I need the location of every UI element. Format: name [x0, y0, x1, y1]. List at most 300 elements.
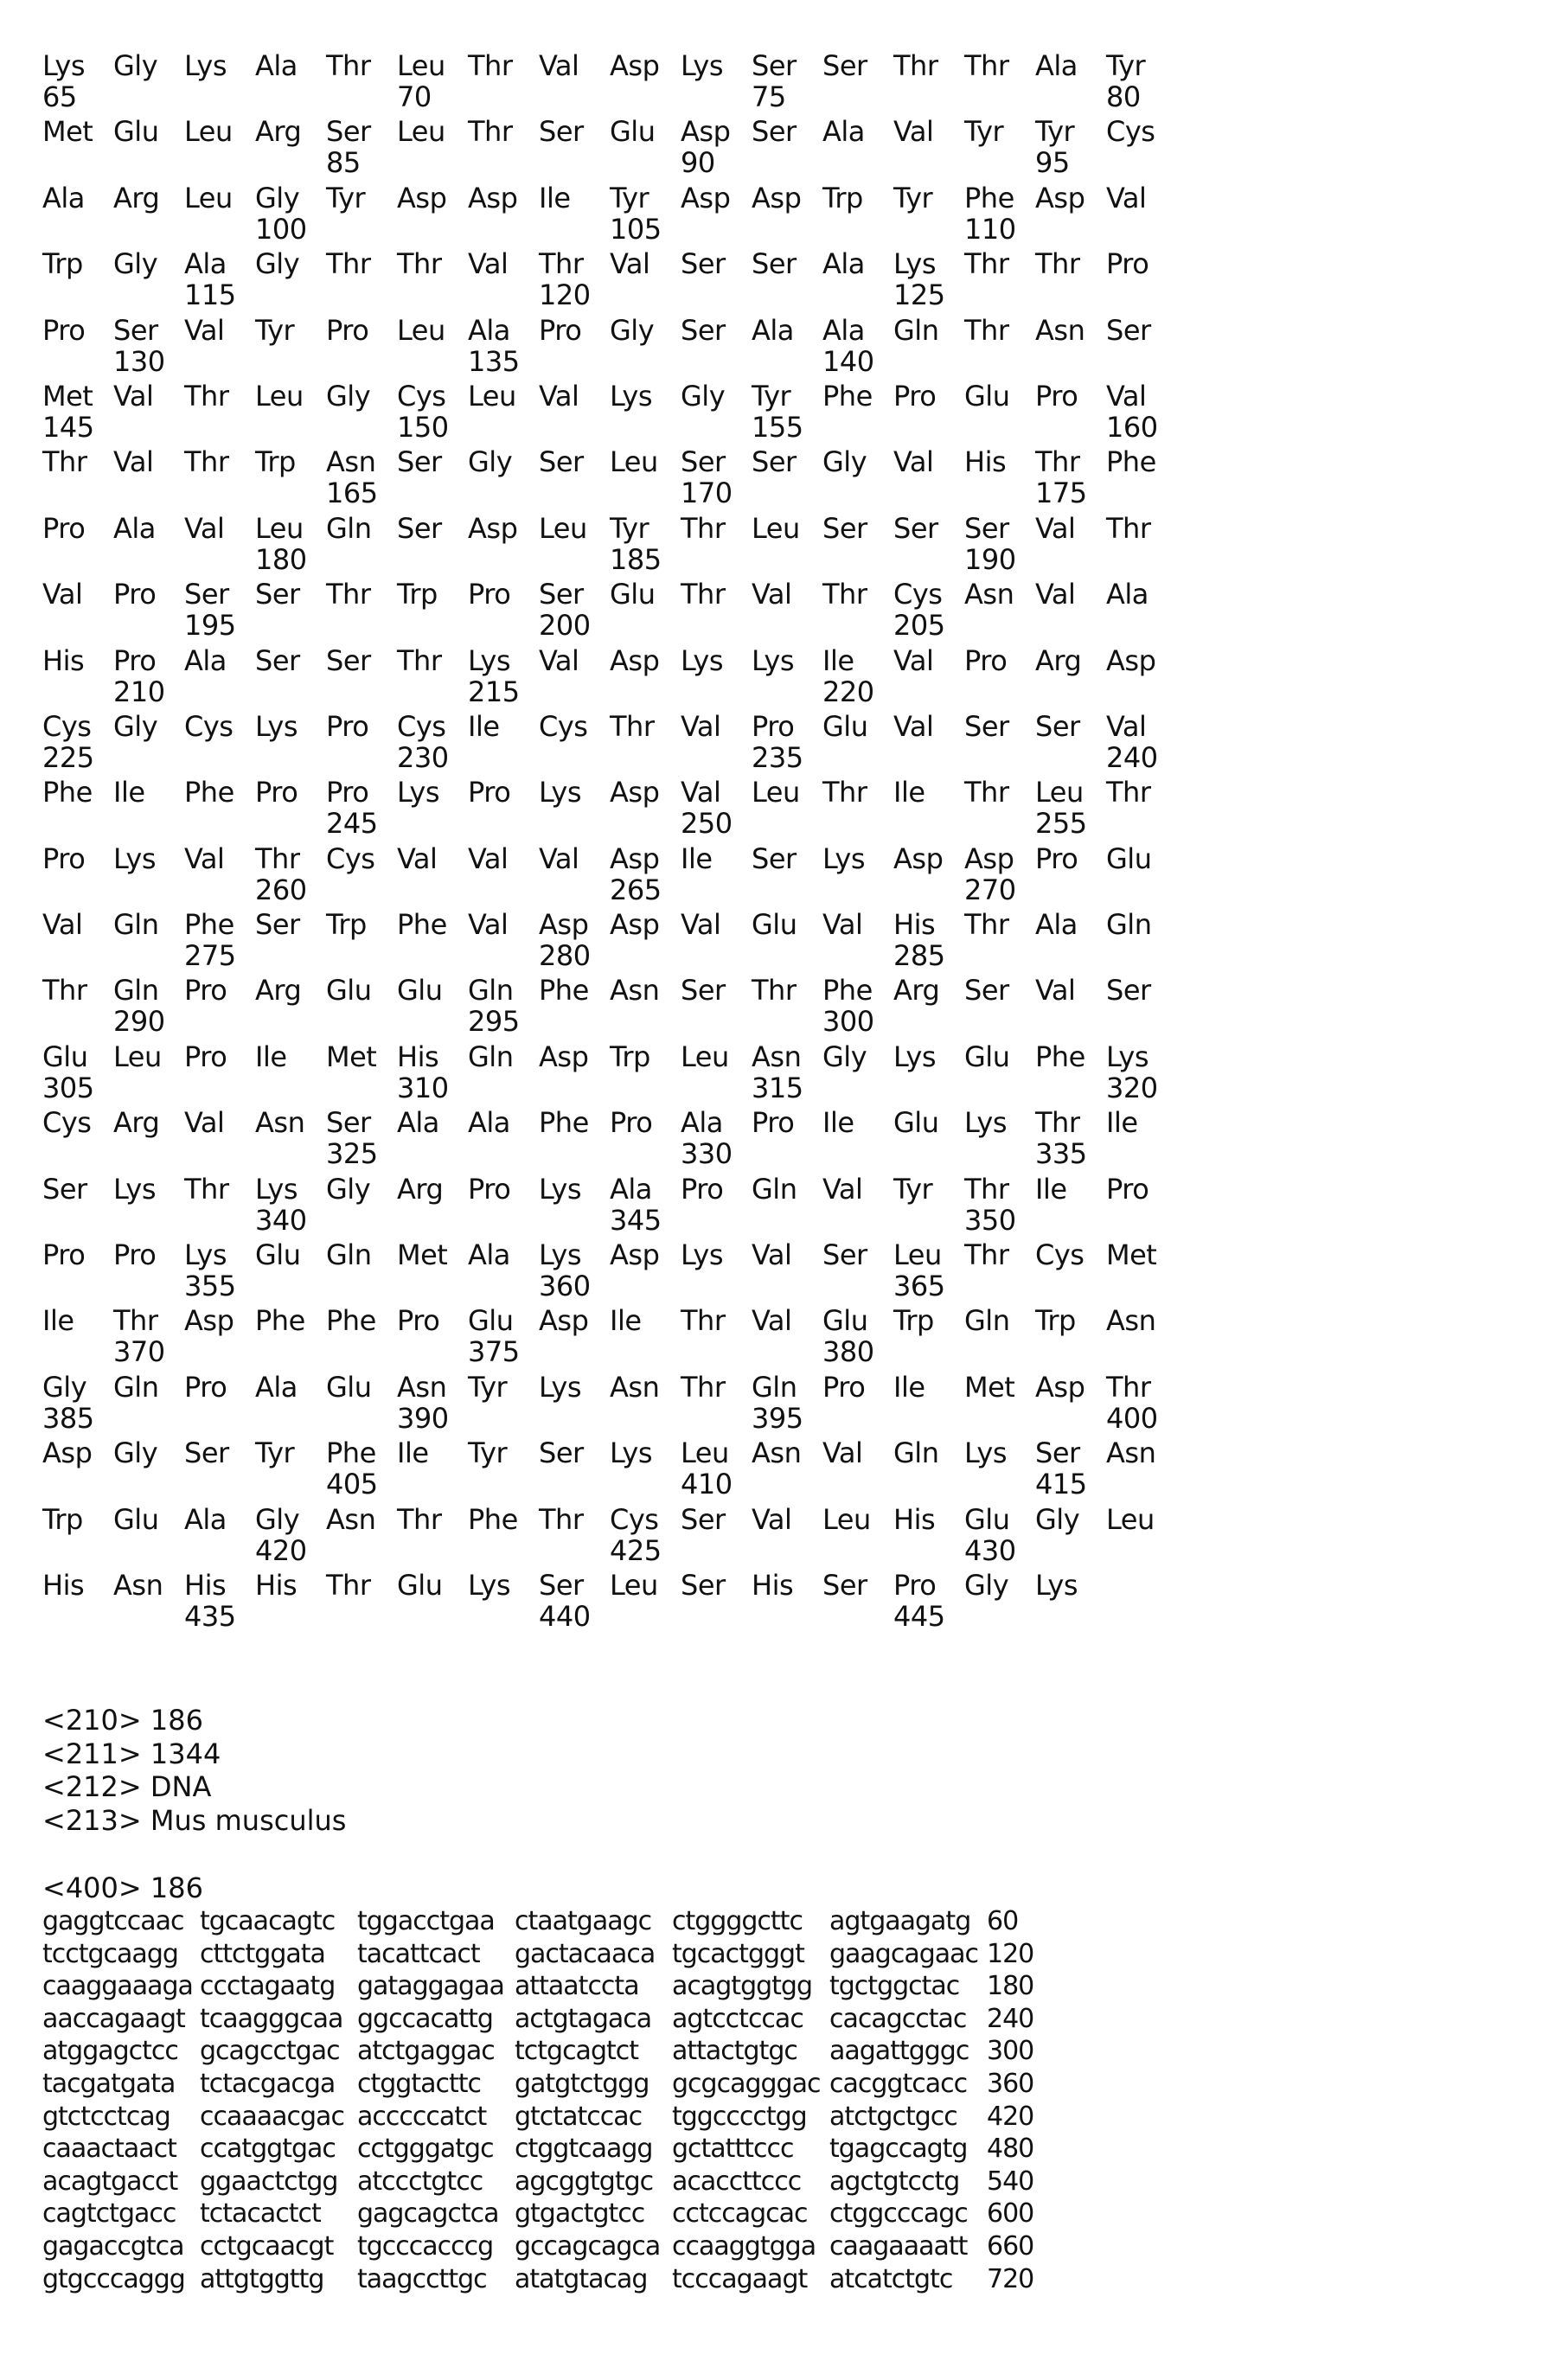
dna-group: gtgactgtcc	[515, 2198, 644, 2230]
residue: Val	[1035, 579, 1075, 610]
residue: Ile	[822, 1107, 854, 1138]
metadata-line	[42, 1737, 346, 1771]
residue: Phe	[184, 909, 234, 940]
residue: Lys	[539, 1174, 581, 1205]
residue: Ser	[397, 513, 442, 544]
residue: Ser	[822, 1239, 867, 1270]
dna-group: ctaatgaagc	[515, 1906, 651, 1937]
residue: Gly	[822, 1041, 867, 1072]
residue-number: 385	[42, 1403, 94, 1434]
residue-number: 295	[468, 1006, 520, 1037]
dna-group: tggcccctgg	[672, 2102, 807, 2133]
residue: Lys	[893, 248, 936, 279]
residue: His	[184, 1570, 226, 1601]
residue: Val	[752, 1504, 791, 1535]
dna-group: atctgaggac	[357, 2036, 495, 2067]
residue: Thr	[326, 248, 370, 279]
dna-group: tctgcagtct	[515, 2036, 638, 2067]
residue: Ala	[42, 182, 85, 214]
residue: Ile	[468, 711, 500, 742]
dna-position: 660	[987, 2231, 1033, 2262]
residue: Ser	[397, 446, 442, 477]
residue: Ala	[184, 1504, 227, 1535]
dna-group: tctacactct	[200, 2198, 321, 2230]
residue: Gln	[326, 513, 371, 544]
residue: Pro	[468, 1174, 510, 1205]
residue: Leu	[1106, 1504, 1155, 1535]
residue-number: 330	[681, 1138, 733, 1169]
residue-number: 255	[1035, 808, 1087, 839]
residue: Glu	[610, 579, 655, 610]
residue: Ile	[893, 777, 925, 808]
residue: Val	[681, 711, 720, 742]
residue: Val	[822, 909, 862, 940]
residue: Phe	[822, 381, 873, 412]
residue-number: 100	[255, 214, 307, 245]
residue: Val	[184, 843, 224, 874]
dna-group: tgagccagtg	[829, 2134, 967, 2165]
residue: Gly	[468, 446, 512, 477]
residue: Phe	[468, 1504, 518, 1535]
residue: Thr	[1106, 513, 1150, 544]
residue: Thr	[893, 50, 937, 81]
residue-number: 425	[610, 1535, 662, 1566]
residue: Pro	[752, 711, 794, 742]
residue: Glu	[610, 116, 655, 147]
residue: Tyr	[1035, 116, 1074, 147]
dna-group: gatgtctggg	[515, 2069, 649, 2100]
residue: Leu	[468, 381, 516, 412]
residue: Pro	[822, 1372, 865, 1403]
residue: Cys	[893, 579, 942, 610]
residue: Ser	[964, 711, 1009, 742]
residue: Ala	[822, 116, 865, 147]
residue: Gln	[326, 1239, 371, 1270]
residue: Val	[468, 843, 508, 874]
residue: Gly	[1035, 1504, 1079, 1535]
dna-group: gccagcagca	[515, 2231, 660, 2262]
residue: Pro	[964, 645, 1007, 676]
residue: Asp	[610, 843, 659, 874]
residue: Pro	[113, 645, 156, 676]
residue: Val	[752, 1239, 791, 1270]
residue: Glu	[255, 1239, 300, 1270]
dna-position: 360	[987, 2069, 1033, 2100]
residue: Asn	[610, 975, 659, 1006]
residue-number: 395	[752, 1403, 803, 1434]
residue: Leu	[397, 116, 445, 147]
residue: Cys	[326, 843, 374, 874]
residue: Arg	[113, 1107, 159, 1138]
residue: Ile	[397, 1437, 429, 1468]
residue: Lys	[893, 1041, 936, 1072]
residue-number: 185	[610, 544, 662, 575]
residue: Cys	[397, 711, 445, 742]
residue: Lys	[255, 711, 298, 742]
residue-number: 360	[539, 1270, 591, 1302]
residue-number: 275	[184, 940, 236, 971]
metadata-line	[42, 1770, 346, 1804]
residue: Arg	[397, 1174, 443, 1205]
residue: Cys	[184, 711, 233, 742]
residue: Pro	[893, 381, 936, 412]
residue: Trp	[42, 248, 83, 279]
residue: Ser	[539, 1570, 584, 1601]
residue: Val	[893, 116, 933, 147]
residue-number: 205	[893, 610, 945, 641]
residue: Pro	[42, 843, 85, 874]
residue: Thr	[964, 777, 1008, 808]
dna-group: caaactaact	[42, 2134, 176, 2165]
metadata-value: 1344	[150, 1737, 221, 1770]
residue: Lys	[1106, 1041, 1149, 1072]
residue: Ala	[610, 1174, 652, 1205]
residue-number: 140	[822, 346, 874, 377]
residue: Ser	[822, 513, 867, 544]
residue: Val	[184, 513, 224, 544]
residue: Pro	[468, 777, 510, 808]
dna-group: atatgtacag	[515, 2264, 647, 2295]
residue-number: 210	[113, 676, 165, 707]
dna-group: gataggagaa	[357, 1971, 504, 2002]
residue-number: 380	[822, 1336, 874, 1367]
residue: Ser	[539, 446, 584, 477]
residue: Lys	[397, 777, 439, 808]
residue: Ala	[255, 50, 298, 81]
residue: Met	[42, 116, 93, 147]
residue: Thr	[1035, 1107, 1079, 1138]
residue: Thr	[1035, 446, 1079, 477]
dna-position: 120	[987, 1939, 1033, 1970]
sequence-header	[42, 1871, 203, 1904]
residue: Ser	[681, 248, 726, 279]
residue: Gln	[964, 1305, 1009, 1336]
residue: Trp	[397, 579, 438, 610]
residue: Cys	[1035, 1239, 1084, 1270]
residue: Pro	[42, 315, 85, 346]
residue: Ala	[681, 1107, 723, 1138]
residue-number: 270	[964, 874, 1016, 905]
dna-group: ccctagaatg	[200, 1971, 335, 2002]
residue: Tyr	[610, 513, 649, 544]
residue: Thr	[397, 645, 441, 676]
residue-number: 85	[326, 147, 361, 178]
residue: Gly	[822, 446, 867, 477]
dna-group: attactgtgc	[672, 2036, 797, 2067]
residue-number: 170	[681, 477, 733, 509]
residue: Glu	[752, 909, 797, 940]
residue: Asp	[397, 182, 446, 214]
residue-number: 95	[1035, 147, 1070, 178]
residue: Ser	[255, 645, 300, 676]
residue: Thr	[326, 50, 370, 81]
dna-group: gctatttccc	[672, 2134, 793, 2165]
residue: Leu	[610, 1570, 658, 1601]
residue-number: 125	[893, 279, 945, 310]
residue-number: 130	[113, 346, 165, 377]
residue: Gly	[255, 1504, 299, 1535]
residue-number: 375	[468, 1336, 520, 1367]
dna-group: gcgcagggac	[672, 2069, 820, 2100]
dna-position: 420	[987, 2102, 1033, 2133]
residue: Trp	[326, 909, 367, 940]
residue: Glu	[397, 975, 442, 1006]
residue-number: 120	[539, 279, 591, 310]
residue: Ser	[326, 645, 371, 676]
residue: Glu	[326, 1372, 371, 1403]
dna-group: acagtggtgg	[672, 1971, 812, 2002]
residue: His	[893, 909, 935, 940]
residue: Thr	[752, 975, 796, 1006]
residue: Glu	[468, 1305, 513, 1336]
residue: Tyr	[255, 315, 294, 346]
residue: Ser	[1106, 315, 1151, 346]
residue: Asp	[681, 116, 730, 147]
residue: Lys	[964, 1107, 1007, 1138]
residue: Glu	[822, 1305, 867, 1336]
residue: Arg	[255, 975, 301, 1006]
residue: Lys	[610, 381, 652, 412]
residue: Asp	[610, 50, 659, 81]
dna-position: 480	[987, 2134, 1033, 2165]
residue: Asp	[893, 843, 943, 874]
residue: Pro	[1035, 381, 1078, 412]
residue: Gln	[893, 1437, 938, 1468]
residue: Val	[184, 1107, 224, 1138]
residue: Cys	[539, 711, 587, 742]
dna-group: aagattgggc	[829, 2036, 969, 2067]
residue: His	[964, 446, 1006, 477]
residue-number: 430	[964, 1535, 1016, 1566]
residue-number: 280	[539, 940, 591, 971]
residue: Val	[42, 909, 82, 940]
residue: Pro	[326, 315, 368, 346]
residue-number: 75	[752, 81, 786, 112]
residue: Lys	[681, 645, 723, 676]
residue: Val	[468, 909, 508, 940]
residue: Gln	[1106, 909, 1151, 940]
residue-number: 415	[1035, 1468, 1087, 1500]
residue: Ser	[681, 315, 726, 346]
residue: Phe	[822, 975, 873, 1006]
residue: Ala	[1106, 579, 1149, 610]
residue: Lys	[184, 1239, 227, 1270]
residue: Met	[1106, 1239, 1156, 1270]
dna-group: caagaaaatt	[829, 2231, 967, 2262]
residue-number: 180	[255, 544, 307, 575]
residue: Ala	[397, 1107, 439, 1138]
residue: Ile	[255, 1041, 287, 1072]
residue: Thr	[964, 248, 1008, 279]
residue-number: 325	[326, 1138, 378, 1169]
residue-number: 355	[184, 1270, 236, 1302]
metadata-value: Mus musculus	[150, 1804, 347, 1837]
residue: Ile	[822, 645, 854, 676]
dna-group: cttctggata	[200, 1939, 325, 1970]
residue: Met	[326, 1041, 376, 1072]
residue: Pro	[113, 579, 156, 610]
residue: Ser	[681, 1570, 726, 1601]
dna-group: attgtggttg	[200, 2264, 323, 2295]
residue: Leu	[752, 777, 800, 808]
residue: Ile	[113, 777, 145, 808]
dna-group: actgtagaca	[515, 2004, 651, 2035]
dna-group: ccatggtgac	[200, 2134, 336, 2165]
dna-group: gagcagctca	[357, 2198, 499, 2230]
residue: Gly	[610, 315, 654, 346]
dna-group: cctgcaacgt	[200, 2231, 333, 2262]
residue: Phe	[255, 1305, 305, 1336]
metadata-value: 186	[150, 1704, 203, 1737]
metadata-line	[42, 1804, 346, 1838]
residue: Cys	[610, 1504, 658, 1535]
residue: Asp	[539, 1305, 588, 1336]
dna-position: 600	[987, 2198, 1033, 2230]
residue: Asp	[539, 1041, 588, 1072]
dna-group: ccaaaacgac	[200, 2102, 344, 2133]
residue-number: 70	[397, 81, 432, 112]
residue: Thr	[1106, 1372, 1150, 1403]
residue: Asn	[113, 1570, 163, 1601]
residue: Lys	[468, 1570, 510, 1601]
residue-number: 65	[42, 81, 77, 112]
residue: Pro	[1106, 1174, 1149, 1205]
residue-number: 110	[964, 214, 1016, 245]
residue: Glu	[1106, 843, 1151, 874]
dna-group: tcctgcaagg	[42, 1939, 178, 1970]
residue: Ser	[539, 1437, 584, 1468]
residue: Phe	[539, 1107, 589, 1138]
dna-group: ggaactctgg	[200, 2166, 337, 2198]
residue: Phe	[1106, 446, 1156, 477]
residue: Arg	[1035, 645, 1081, 676]
residue: Val	[752, 1305, 791, 1336]
residue: Asp	[468, 182, 517, 214]
residue: Ser	[1035, 711, 1080, 742]
residue: Thr	[539, 1504, 583, 1535]
residue: Tyr	[468, 1372, 507, 1403]
residue: Ala	[184, 645, 227, 676]
residue: Thr	[681, 513, 725, 544]
dna-group: cagtctgacc	[42, 2198, 176, 2230]
residue: Ala	[1035, 50, 1078, 81]
residue: Val	[1106, 381, 1146, 412]
residue: Glu	[326, 975, 371, 1006]
residue: Lys	[113, 1174, 156, 1205]
residue: Val	[1035, 513, 1075, 544]
residue: Ala	[184, 248, 227, 279]
residue: Tyr	[610, 182, 649, 214]
residue-number: 435	[184, 1601, 236, 1632]
residue: Phe	[184, 777, 234, 808]
residue-number: 230	[397, 742, 449, 773]
metadata-tag: <212>	[42, 1770, 142, 1803]
residue-number: 290	[113, 1006, 165, 1037]
residue: Val	[610, 248, 649, 279]
residue: Ser	[255, 579, 300, 610]
dna-group: tgctggctac	[829, 1971, 959, 2002]
residue: Pro	[184, 1372, 227, 1403]
residue: Lys	[610, 1437, 652, 1468]
dna-group: gagaccgtca	[42, 2231, 184, 2262]
dna-position: 720	[987, 2264, 1033, 2295]
residue: Thr	[184, 1174, 228, 1205]
residue-number: 235	[752, 742, 803, 773]
dna-group: caaggaaaga	[42, 1971, 193, 2002]
residue: Pro	[326, 777, 368, 808]
residue: Ser	[822, 1570, 867, 1601]
residue-number: 350	[964, 1205, 1016, 1236]
residue: Ile	[1035, 1174, 1067, 1205]
residue: Val	[752, 579, 791, 610]
residue: Lys	[539, 777, 581, 808]
residue: Gly	[42, 1372, 86, 1403]
residue-number: 195	[184, 610, 236, 641]
dna-position: 60	[987, 1906, 1018, 1937]
residue: Ala	[113, 513, 156, 544]
residue: Pro	[397, 1305, 439, 1336]
residue: Trp	[893, 1305, 934, 1336]
residue: Ser	[184, 579, 229, 610]
residue-number: 160	[1106, 412, 1158, 443]
residue-number: 310	[397, 1072, 449, 1104]
residue: Ser	[539, 579, 584, 610]
residue: Thr	[1106, 777, 1150, 808]
residue: Pro	[539, 315, 581, 346]
dna-group: gactacaaca	[515, 1939, 655, 1970]
residue: Phe	[539, 975, 589, 1006]
residue: Asn	[255, 1107, 304, 1138]
residue: His	[397, 1041, 438, 1072]
dna-group: gcagcctgac	[200, 2036, 340, 2067]
dna-group: gtctcctcag	[42, 2102, 170, 2133]
residue: Thr	[255, 843, 299, 874]
residue: Ser	[184, 1437, 229, 1468]
residue-number: 285	[893, 940, 945, 971]
residue: Val	[893, 645, 933, 676]
dna-group: cctccagcac	[672, 2198, 808, 2230]
residue: Val	[1106, 711, 1146, 742]
residue: Thr	[184, 381, 228, 412]
residue: Val	[184, 315, 224, 346]
residue: Tyr	[468, 1437, 507, 1468]
residue: Lys	[468, 645, 510, 676]
dna-position: 300	[987, 2036, 1033, 2067]
residue: Pro	[610, 1107, 652, 1138]
residue: Lys	[255, 1174, 298, 1205]
residue: Glu	[964, 381, 1009, 412]
residue: Gly	[113, 1437, 157, 1468]
residue-number: 105	[610, 214, 662, 245]
residue: Thr	[964, 909, 1008, 940]
residue: Thr	[113, 1305, 157, 1336]
residue: His	[752, 1570, 793, 1601]
residue: Lys	[42, 50, 85, 81]
residue: Thr	[964, 1174, 1008, 1205]
dna-group: tcccagaagt	[672, 2264, 807, 2295]
residue: Ser	[964, 513, 1009, 544]
dna-group: tacgatgata	[42, 2069, 175, 2100]
residue-number: 390	[397, 1403, 449, 1434]
residue: Thr	[681, 1372, 725, 1403]
residue: Arg	[255, 116, 301, 147]
residue: Pro	[255, 777, 298, 808]
dna-group: agtcctccac	[672, 2004, 803, 2035]
residue: Thr	[964, 315, 1008, 346]
residue: Phe	[42, 777, 93, 808]
dna-position: 180	[987, 1971, 1033, 2002]
residue: Met	[42, 381, 93, 412]
